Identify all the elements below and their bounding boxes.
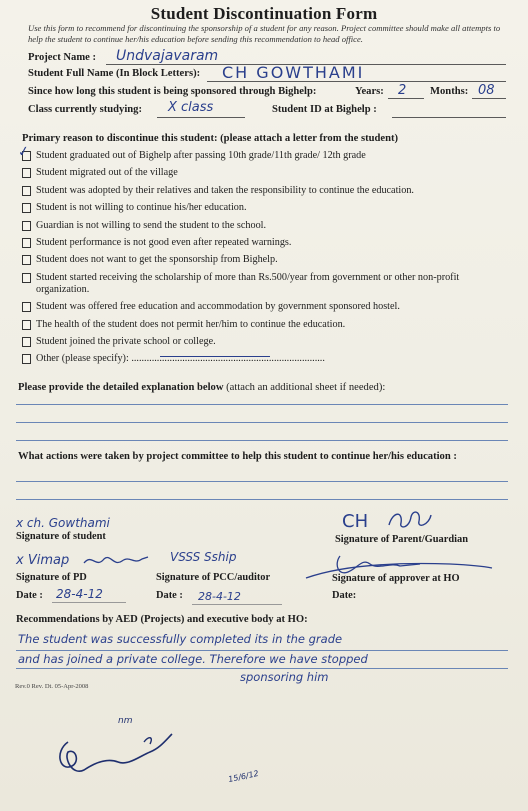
sponsored-duration-label: Since how long this student is being sponsored through Bighelp:: [28, 86, 317, 97]
pd-signature-value[interactable]: x Vimap: [16, 553, 70, 568]
reason-checkbox[interactable]: [22, 203, 31, 213]
recommendation-text-line-1[interactable]: The student was successfully completed its in the grade: [18, 632, 343, 646]
reason-checkbox[interactable]: [22, 273, 31, 283]
reason-text: Student was adopted by their relatives and taken the responsibility to continue the education.: [36, 185, 414, 196]
reason-text: Other (please specify): ............................................................................: [36, 353, 325, 364]
explanation-heading: [18, 382, 385, 393]
bottom-date-note: 15/6/12: [227, 768, 260, 785]
class-line: [157, 117, 245, 118]
reason-text: Guardian is not willing to send the student to the school.: [36, 220, 267, 231]
reason-checkbox[interactable]: [22, 320, 31, 330]
years-line: [388, 98, 424, 99]
years-value[interactable]: 2: [398, 83, 407, 98]
reason-checkbox[interactable]: [22, 238, 31, 248]
student-name-label: Student Full Name (In Block Letters):: [28, 68, 201, 79]
explanation-heading-sub: (attach an additional sheet if needed):: [226, 382, 386, 393]
recommendations-heading: Recommendations by AED (Projects) and executive body at HO:: [16, 614, 308, 625]
recommendation-text-line-2[interactable]: and has joined a private college. Therefore we have stopped: [18, 652, 368, 666]
bottom-signature-scribble: [50, 722, 180, 780]
pd-signature-scribble: [82, 551, 152, 571]
reason-text: Student was offered free education and accommodation by government sponsored hostel.: [36, 301, 400, 312]
pcc-signature-value[interactable]: VSSS Sship: [170, 550, 237, 564]
years-label: Years:: [355, 86, 384, 97]
recommendation-line: [16, 668, 508, 669]
reason-checkbox[interactable]: [22, 186, 31, 196]
reason-text: Student started receiving the scholarship of more than Rs.500/year from government or other non-profit organization.: [36, 272, 460, 295]
months-line: [472, 98, 506, 99]
pcc-date-value[interactable]: 28-4-12: [198, 590, 241, 603]
pcc-date-label: Date :: [156, 590, 183, 601]
student-signature-label: Signature of student: [16, 531, 106, 542]
parent-signature-scribble: [385, 507, 435, 533]
recommendation-line: [16, 650, 508, 651]
bottom-initials: nm: [118, 716, 133, 726]
reason-checkbox[interactable]: [22, 221, 31, 231]
pd-date-line: [52, 602, 126, 603]
pd-date-value[interactable]: 28-4-12: [56, 587, 103, 601]
reason-checkbox[interactable]: [22, 302, 31, 312]
parent-signature-value[interactable]: CH: [342, 511, 369, 532]
other-strike-line: [160, 356, 270, 357]
reason-text: Student migrated out of the village: [36, 167, 178, 178]
student-id-line[interactable]: [392, 117, 506, 118]
pcc-date-line: [192, 604, 282, 605]
reason-heading: Primary reason to discontinue this student: (please attach a letter from the student): [22, 133, 399, 144]
reason-text: Student performance is not good even after repeated warnings.: [36, 237, 292, 248]
class-value[interactable]: X class: [168, 100, 214, 115]
approver-signature-label: Signature of approver at HO: [332, 573, 460, 584]
reason-checkbox[interactable]: [22, 168, 31, 178]
student-signature-value[interactable]: x ch. Gowthami: [16, 516, 110, 530]
form-intro: Use this form to recommend for discontinuing the sponsorship of a student for any reason. Project committee should make all attempts to help the student to continue her/his education before sending this recommendation to head office.: [28, 23, 501, 44]
reason-text: Student graduated out of Bighelp after passing 10th grade/11th grade/ 12th grade: [36, 150, 366, 161]
student-name-value[interactable]: CH GOWTHAMI: [222, 63, 365, 82]
reason-text: Student does not want to get the sponsorship from Bighelp.: [36, 254, 278, 265]
explanation-line[interactable]: [16, 422, 508, 423]
pd-date-label: Date :: [16, 590, 43, 601]
student-id-label: Student ID at Bighelp :: [272, 104, 377, 115]
class-label: Class currently studying:: [28, 104, 142, 115]
form-title: Student Discontinuation Form: [150, 4, 378, 23]
explanation-line[interactable]: [16, 404, 508, 405]
reason-text: Student is not willing to continue his/her education.: [36, 202, 247, 213]
approver-date-label: Date:: [332, 590, 357, 601]
check-mark-icon: ✓: [16, 143, 31, 161]
months-label: Months:: [430, 86, 469, 97]
actions-heading: What actions were taken by project committee to help this student to continue her/his education :: [18, 451, 457, 462]
parent-signature-label: Signature of Parent/Guardian: [335, 534, 468, 545]
pcc-signature-label: Signature of PCC/auditor: [156, 572, 271, 583]
project-name-value[interactable]: Undvajavaram: [116, 48, 219, 64]
explanation-heading-text: Please provide the detailed explanation below: [18, 382, 224, 393]
recommendation-text-line-3[interactable]: sponsoring him: [240, 670, 329, 684]
months-value[interactable]: 08: [478, 83, 495, 98]
actions-line[interactable]: [16, 499, 508, 500]
reason-checkbox[interactable]: [22, 354, 31, 364]
actions-line[interactable]: [16, 481, 508, 482]
pd-signature-label: Signature of PD: [16, 572, 87, 583]
project-name-label: Project Name :: [28, 52, 97, 63]
explanation-line[interactable]: [16, 440, 508, 441]
reason-text: Student joined the private school or college.: [36, 336, 216, 347]
reason-checkbox[interactable]: [22, 255, 31, 265]
reason-checkbox[interactable]: [22, 337, 31, 347]
reason-text: The health of the student does not permit her/him to continue the education.: [36, 319, 346, 330]
revision-note: Rev.0 Rev. Dt. 05-Apr-2008: [15, 683, 89, 690]
